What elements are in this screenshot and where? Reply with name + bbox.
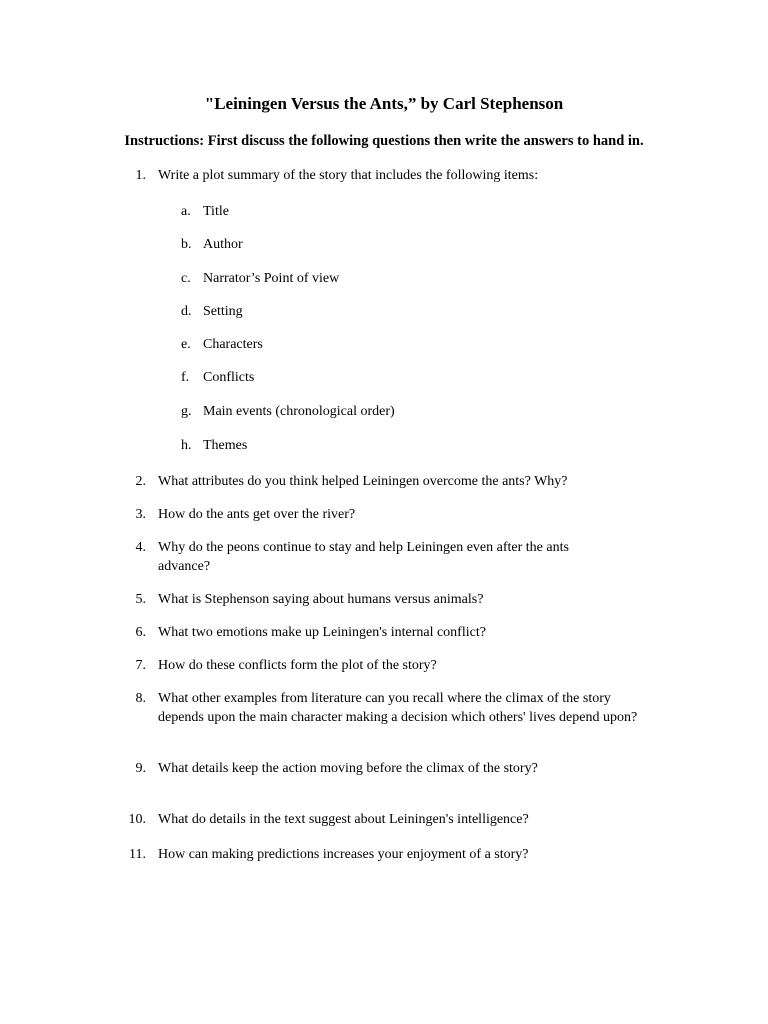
subitem-text: Title: [203, 204, 229, 219]
question-number: 1.: [135, 168, 146, 183]
subitem-text: Author: [203, 237, 243, 252]
question-text: What do details in the text suggest about Leiningen's intelligence?: [158, 812, 529, 827]
subitem-text: Characters: [203, 337, 263, 352]
document-title: "Leiningen Versus the Ants,” by Carl Stephenson: [204, 94, 564, 113]
question-text: What other examples from literature can you recall where the climax of the story depends upon the main character making a decision which others' lives depend upon?: [158, 691, 638, 725]
question-text: How do the ants get over the river?: [158, 507, 356, 522]
question-number: 4.: [135, 540, 146, 555]
subitem-text: Narrator’s Point of view: [203, 271, 340, 286]
question-text: What is Stephenson saying about humans versus animals?: [158, 592, 484, 607]
question-number: 9.: [135, 761, 146, 776]
subitem-text: Main events (chronological order): [203, 404, 395, 419]
question-text: How do these conflicts form the plot of the story?: [158, 658, 437, 673]
subitem-text: Setting: [203, 304, 243, 319]
subitem-letter: g.: [181, 404, 192, 419]
question-text: How can making predictions increases your enjoyment of a story?: [158, 847, 529, 862]
question-text: What details keep the action moving before the climax of the story?: [158, 761, 538, 776]
subitem-letter: a.: [181, 204, 191, 219]
subitem-letter: e.: [181, 337, 191, 352]
question-number: 11.: [129, 847, 146, 862]
subitem-letter: f.: [181, 370, 190, 385]
subitem-letter: b.: [181, 237, 192, 252]
subitem-letter: h.: [181, 438, 192, 453]
subitem-letter: c.: [181, 271, 191, 286]
question-number: 3.: [135, 507, 146, 522]
question-number: 10.: [128, 812, 146, 827]
question-text: Write a plot summary of the story that includes the following items:: [158, 168, 539, 183]
question-text: Why do the peons continue to stay and help Leiningen even after the ants advance?: [158, 540, 569, 574]
subitem-letter: d.: [181, 304, 192, 319]
instructions-text: Instructions: First discuss the following questions then write the answers to hand in.: [124, 133, 644, 149]
question-number: 7.: [135, 658, 146, 673]
question-number: 6.: [135, 625, 146, 640]
question-number: 8.: [135, 691, 146, 706]
question-number: 2.: [135, 474, 146, 489]
subitem-text: Themes: [203, 438, 248, 453]
subitem-text: Conflicts: [203, 370, 255, 385]
question-number: 5.: [135, 592, 146, 607]
question-text: What two emotions make up Leiningen's internal conflict?: [158, 625, 486, 640]
question-text: What attributes do you think helped Leiningen overcome the ants? Why?: [158, 474, 568, 489]
